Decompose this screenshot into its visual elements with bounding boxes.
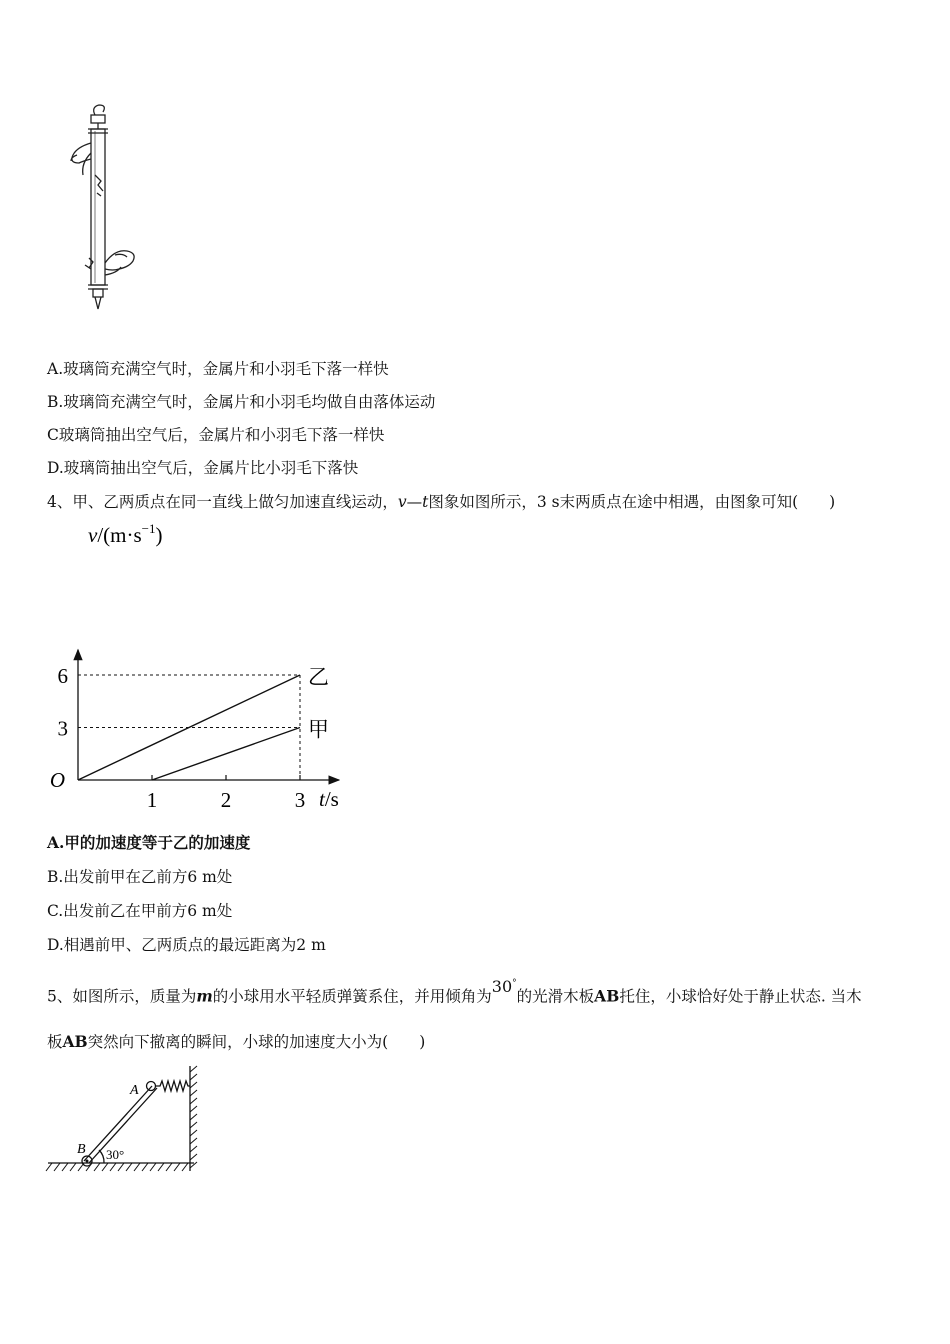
series-label: 甲 — [308, 717, 329, 742]
q4-stem-v: v — [397, 493, 407, 511]
q5-angle-value: 30 — [491, 977, 513, 997]
q5-line1-d: 托住，小球恰好处于静止状态. 当木 — [619, 987, 862, 1006]
vt-chart — [40, 518, 370, 818]
q4-option-a — [47, 833, 250, 853]
q4-option-b — [47, 867, 232, 887]
q4-option-c — [47, 901, 232, 921]
vacuum-tube-figure — [55, 103, 155, 318]
q4-stem-dash: — — [406, 493, 423, 511]
x-axis-label: t/s — [319, 787, 339, 811]
q4-option-b-text: B.出发前甲在乙前方6 m处 — [47, 868, 233, 886]
q3-option-b: B.玻璃筒充满空气时，金属片和小羽毛均做自由落体运动 — [47, 393, 436, 411]
wall-hatch — [190, 1066, 197, 1168]
y-axis-label: $v/(m\cdot s^{-1})$ — [88, 521, 163, 547]
incline-spring-figure — [44, 1062, 204, 1177]
q5-line1-b: 的小球用水平轻质弹簧系住，并用倾角为 — [212, 987, 492, 1006]
q4-stem-part2: 图象如图所示，3 s末两质点在途中相遇，由图象可知( ) — [428, 493, 836, 511]
q5-line1-a: 5、如图所示，质量为 — [47, 987, 197, 1006]
q4-option-d-text: D.相遇前甲、乙两质点的最远距离为2 m — [47, 936, 326, 954]
x-tick-label: 1 — [146, 788, 158, 812]
spring — [155, 1081, 190, 1091]
q5-angle-unit: ° — [512, 979, 517, 989]
origin-label: O — [49, 768, 65, 792]
q4-option-c-text: C.出发前乙在甲前方6 m处 — [47, 902, 233, 920]
q5-ab-1: AB — [594, 986, 620, 1006]
ball — [147, 1082, 156, 1091]
label-b: B — [77, 1142, 86, 1157]
q5-stem-line1 — [47, 977, 862, 1006]
q5-line1-c: 的光滑木板 — [516, 987, 595, 1006]
q4-stem — [47, 492, 835, 512]
q4-option-a-text: A.甲的加速度等于乙的加速度 — [47, 833, 251, 852]
q3-option-c: C玻璃筒抽出空气后，金属片和小羽毛下落一样快 — [47, 426, 385, 444]
x-tick-label: 3 — [294, 788, 306, 812]
q4-option-d — [47, 935, 326, 955]
q5-line2-a: 板 — [47, 1033, 63, 1051]
label-a: A — [130, 1083, 139, 1098]
label-angle: 30° — [106, 1147, 125, 1162]
q4-stem-t: t — [422, 493, 429, 511]
q5-mass-symbol: m — [196, 986, 213, 1006]
q5-line2-b: 突然向下撤离的瞬间，小球的加速度大小为( ) — [87, 1033, 426, 1051]
y-tick-label: 3 — [57, 716, 68, 741]
y-tick-label: 6 — [57, 664, 68, 688]
q5-stem-line2 — [47, 1032, 425, 1052]
q4-stem-part1: 4、甲、乙两质点在同一直线上做匀加速直线运动， — [47, 493, 398, 511]
q5-ab-2: AB — [62, 1032, 88, 1051]
x-tick-label: 2 — [220, 788, 232, 812]
ground-hatch — [46, 1163, 188, 1171]
q5-angle — [492, 977, 517, 996]
series-label: 乙 — [308, 665, 329, 689]
q3-option-a: A.玻璃筒充满空气时，金属片和小羽毛下落一样快 — [47, 360, 389, 378]
q3-option-d: D.玻璃筒抽出空气后，金属片比小羽毛下落快 — [47, 459, 359, 477]
series-line-1 — [152, 728, 300, 781]
